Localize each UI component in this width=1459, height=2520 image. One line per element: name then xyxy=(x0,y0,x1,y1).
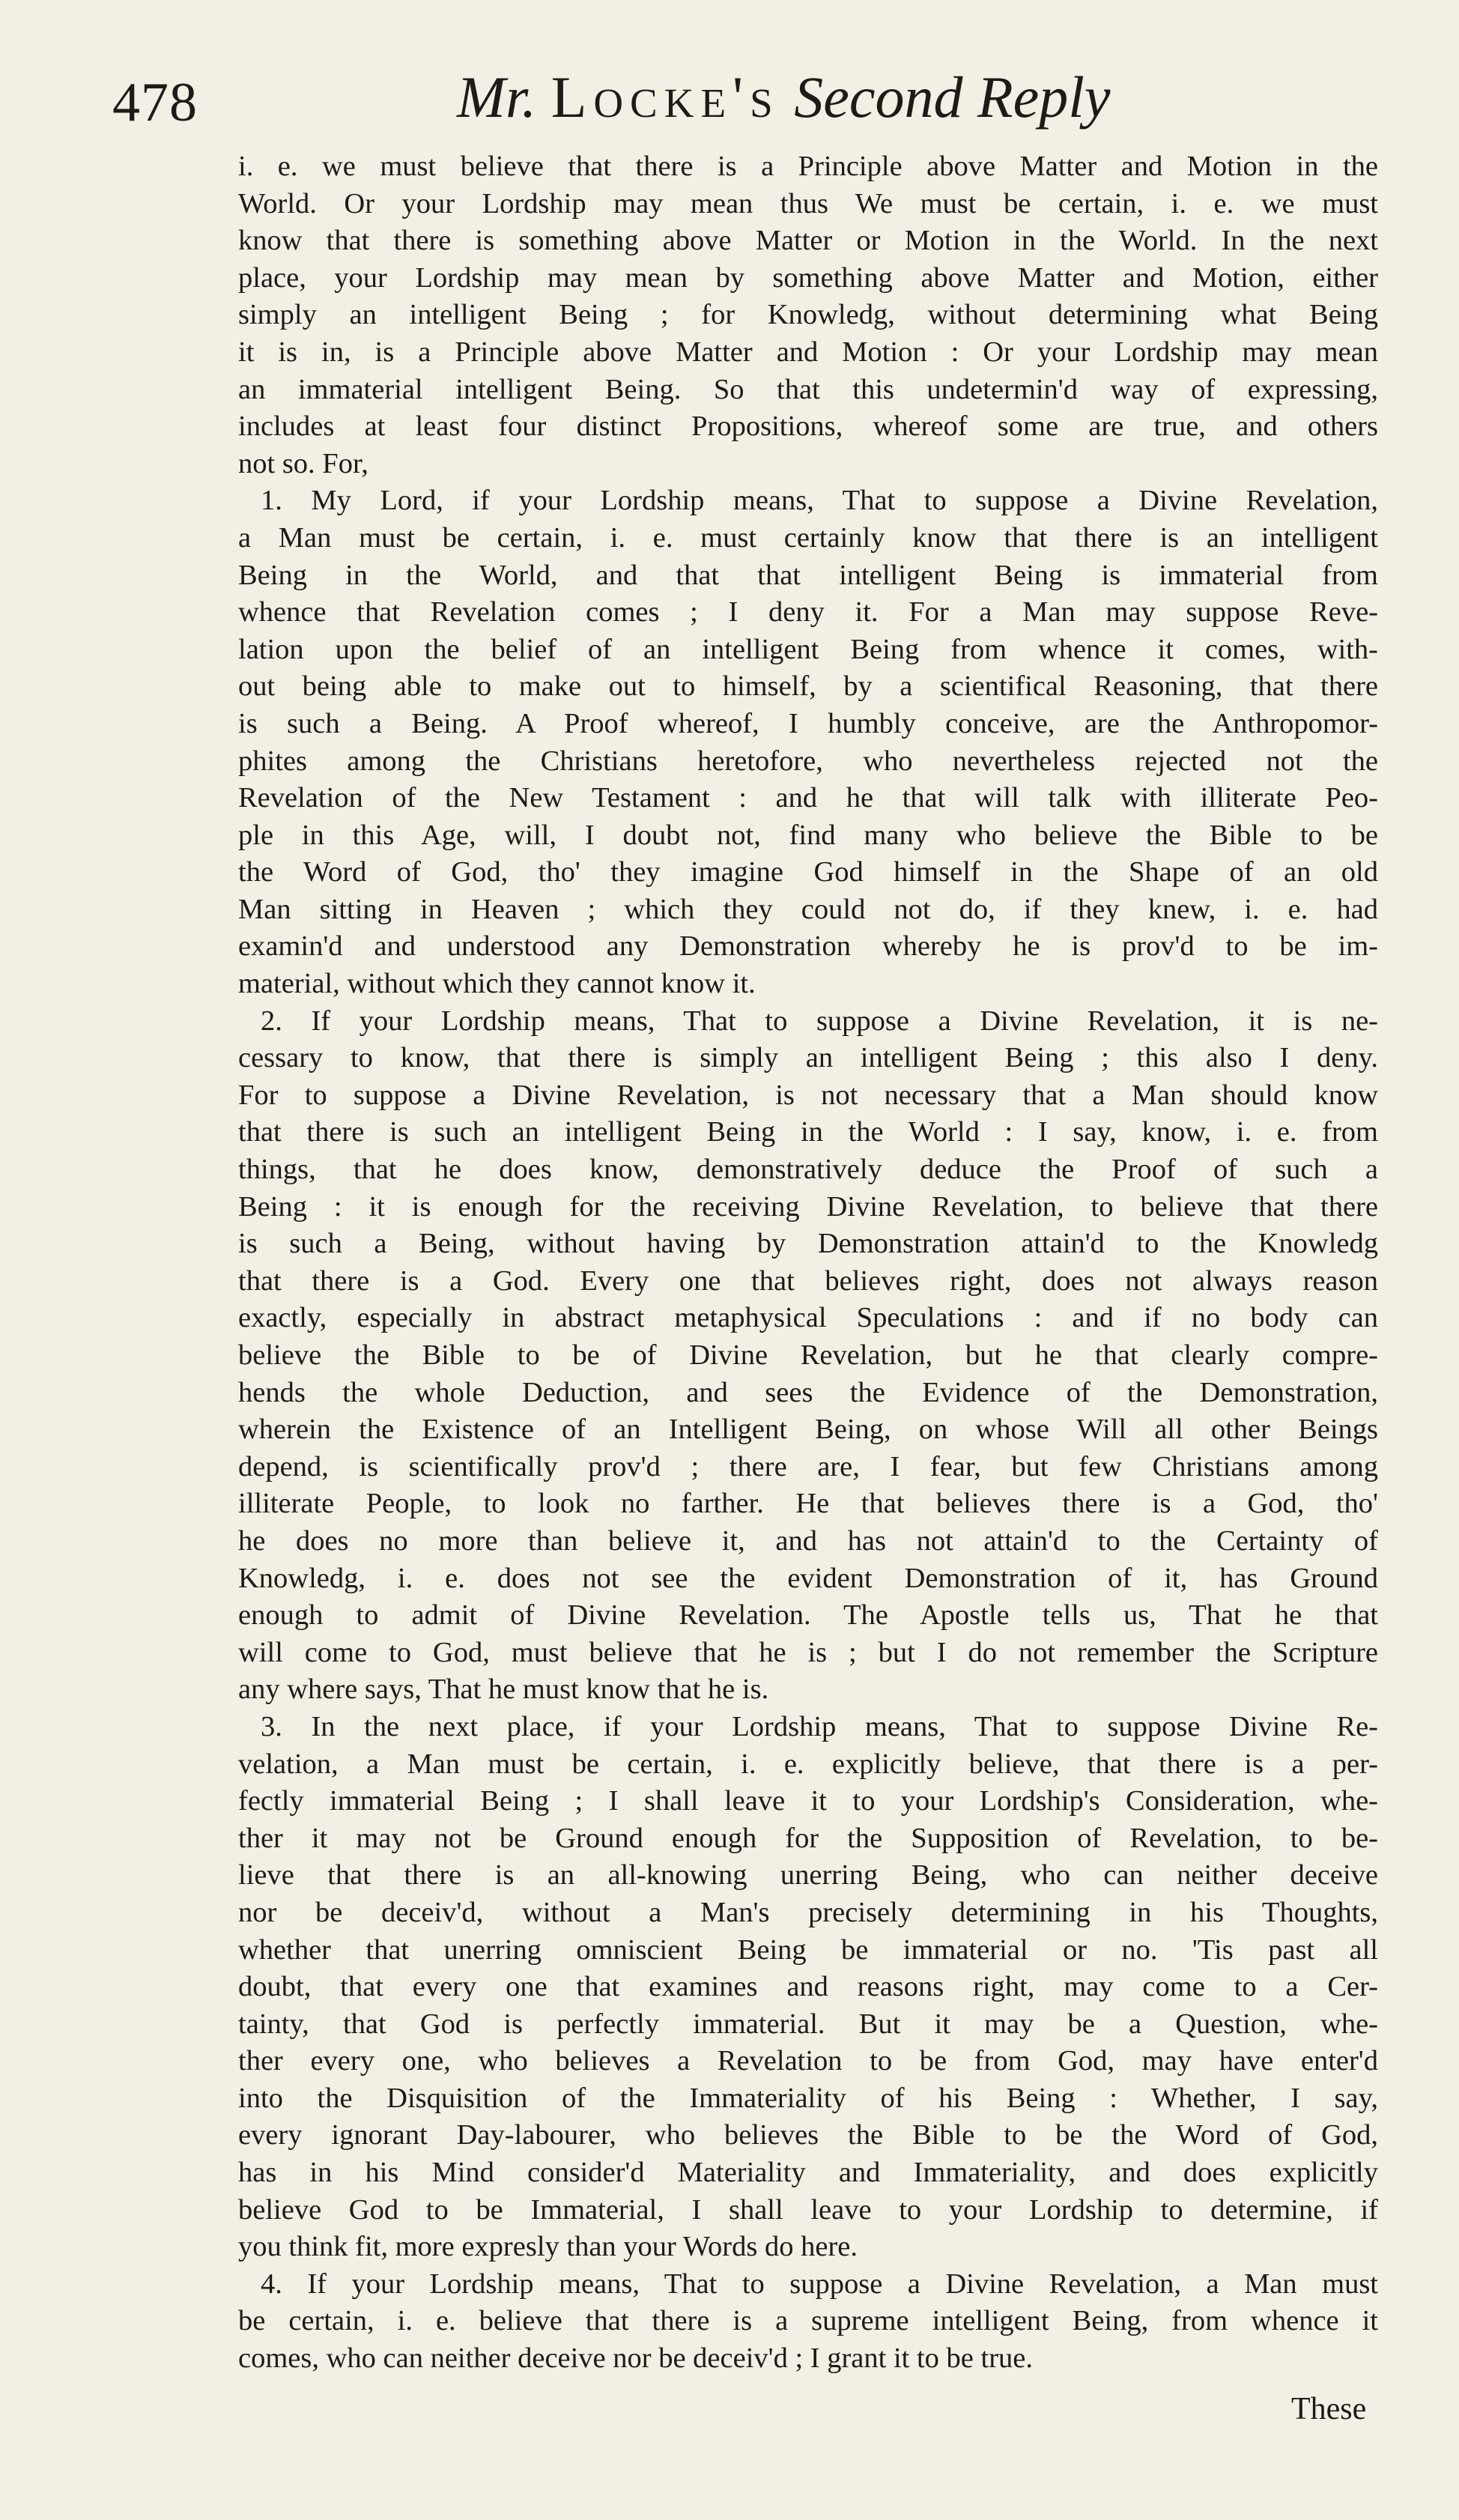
text-line: doubt, that every one that examines and reasons right, may come to a Cer- xyxy=(238,1971,1378,2003)
text-line: depend, is scientifically prov'd ; there are, I fear, but few Christians among xyxy=(238,1450,1378,1482)
text-line: will come to God, must believe that he is ; but I do not remember the Scripture xyxy=(238,1636,1378,1668)
text-line: fectly immaterial Being ; I shall leave it to your Lordship's Consideration, whe- xyxy=(238,1785,1378,1817)
text-line: whether that unerring omniscient Being be immaterial or no. 'Tis past all xyxy=(238,1933,1378,1966)
text-line: ther it may not be Ground enough for the Supposition of Revelation, to be- xyxy=(238,1822,1378,1854)
text-line: exactly, especially in abstract metaphysical Speculations : and if no body can xyxy=(238,1302,1378,1334)
page-number: 478 xyxy=(112,72,198,133)
text-line: out being able to make out to himself, by a scientifical Reasoning, that there xyxy=(238,670,1378,703)
text-line: whence that Revelation comes ; I deny it. For a Man may suppose Reve- xyxy=(238,596,1378,629)
text-line: tainty, that God is perfectly immaterial. But it may be a Question, whe- xyxy=(238,2008,1378,2040)
text-line: believe God to be Immaterial, I shall leave to your Lordship to determine, if xyxy=(238,2193,1378,2226)
text-line: 2. If your Lordship means, That to suppose a Divine Revelation, it is ne- xyxy=(261,1005,1378,1037)
text-line: 3. In the next place, if your Lordship means, That to suppose Divine Re- xyxy=(261,1710,1378,1742)
catchword: These xyxy=(1291,2392,1367,2426)
text-line: you think fit, more expresly than your Words do here. xyxy=(238,2231,858,2263)
text-line: not so. For, xyxy=(238,447,368,479)
text-line: every ignorant Day-labourer, who believes the Bible to be the Word of God, xyxy=(238,2119,1378,2151)
text-line: ther every one, who believes a Revelation to be from God, may have enter'd xyxy=(238,2045,1378,2077)
text-line: i. e. we must believe that there is a Principle above Matter and Motion in the xyxy=(238,151,1378,182)
text-line: velation, a Man must be certain, i. e. explicitly believe, that there is a per- xyxy=(238,1748,1378,1780)
text-line: World. Or your Lordship may mean thus We must be certain, i. e. we must xyxy=(238,187,1378,219)
running-head-title: Second Reply xyxy=(794,64,1111,130)
text-line: material, without which they cannot know it. xyxy=(238,968,756,1000)
text-line: an immaterial intelligent Being. So that this undetermin'd way of expressing, xyxy=(238,373,1378,405)
text-line: Revelation of the New Testament : and he that will talk with illiterate Peo- xyxy=(238,782,1378,814)
text-line: illiterate People, to look no farther. He that believes there is a God, tho' xyxy=(238,1488,1378,1520)
text-line: into the Disquisition of the Immateriality of his Being : Whether, I say, xyxy=(238,2082,1378,2114)
text-line: lation upon the belief of an intelligent Being from whence it comes, with- xyxy=(238,633,1378,665)
text-line: comes, who can neither deceive nor be deceiv'd ; I grant it to be true. xyxy=(238,2342,1033,2375)
text-line: a Man must be certain, i. e. must certainly know that there is an intelligent xyxy=(238,521,1378,554)
page-header xyxy=(112,64,1221,154)
running-head-prefix: Mr. xyxy=(457,64,537,130)
text-line: Man sitting in Heaven ; which they could not do, if they knew, i. e. had xyxy=(238,893,1378,925)
text-line: be certain, i. e. believe that there is a supreme intelligent Being, from whence it xyxy=(238,2305,1378,2337)
text-line: the Word of God, tho' they imagine God himself in the Shape of an old xyxy=(238,856,1378,888)
text-line: Being : it is enough for the receiving Divine Revelation, to believe that there xyxy=(238,1190,1378,1223)
text-line: simply an intelligent Being ; for Knowledg, without determining what Being xyxy=(238,299,1378,331)
text-line: examin'd and understood any Demonstration whereby he is prov'd to be im- xyxy=(238,930,1378,963)
running-head xyxy=(457,64,1111,131)
text-line: things, that he does know, demonstratively deduce the Proof of such a xyxy=(238,1154,1378,1186)
text-line: any where says, That he must know that he is. xyxy=(238,1674,769,1706)
text-line: 1. My Lord, if your Lordship means, That to suppose a Divine Revelation, xyxy=(261,485,1378,517)
running-head-author: Locke's xyxy=(550,64,780,130)
text-line: wherein the Existence of an Intelligent Being, on whose Will all other Beings xyxy=(238,1414,1378,1446)
text-line: Knowledg, i. e. does not see the evident Demonstration of it, has Ground xyxy=(238,1562,1378,1594)
text-line: includes at least four distinct Propositions, whereof some are true, and others xyxy=(238,411,1378,443)
text-line: believe the Bible to be of Divine Revelation, but he that clearly compre- xyxy=(238,1339,1378,1371)
text-line: he does no more than believe it, and has not attain'd to the Certainty of xyxy=(238,1524,1378,1557)
text-line: it is in, is a Principle above Matter and Motion : Or your Lordship may mean xyxy=(238,336,1378,368)
text-line: phites among the Christians heretofore, who nevertheless rejected not the xyxy=(238,745,1378,777)
text-line: place, your Lordship may mean by something above Matter and Motion, either xyxy=(238,261,1378,294)
text-line: For to suppose a Divine Revelation, is not necessary that a Man should know xyxy=(238,1079,1378,1111)
text-line: nor be deceiv'd, without a Man's precisely determining in his Thoughts, xyxy=(238,1896,1378,1928)
text-line: hends the whole Deduction, and sees the Evidence of the Demonstration, xyxy=(238,1376,1378,1408)
text-line: that there is a God. Every one that believes right, does not always reason xyxy=(238,1264,1378,1297)
text-line: is such a Being, without having by Demonstration attain'd to the Knowledg xyxy=(238,1228,1378,1260)
text-line: enough to admit of Divine Revelation. The Apostle tells us, That he that xyxy=(238,1599,1378,1632)
text-line: cessary to know, that there is simply an intelligent Being ; this also I deny. xyxy=(238,1042,1378,1074)
text-line: lieve that there is an all-knowing unerring Being, who can neither deceive xyxy=(238,1859,1378,1891)
body-text xyxy=(238,148,1378,2378)
text-line: 4. If your Lordship means, That to suppose a Divine Revelation, a Man must xyxy=(261,2268,1378,2300)
text-line: know that there is something above Matter or Motion in the World. In the next xyxy=(238,225,1378,257)
text-line: ple in this Age, will, I doubt not, find many who believe the Bible to be xyxy=(238,819,1378,851)
text-line: has in his Mind consider'd Materiality and Immateriality, and does explicitly xyxy=(238,2157,1378,2189)
text-line: is such a Being. A Proof whereof, I humbly conceive, are the Anthropomor- xyxy=(238,707,1378,739)
text-line: Being in the World, and that that intelligent Being is immaterial from xyxy=(238,559,1378,591)
text-line: that there is such an intelligent Being in the World : I say, know, i. e. from xyxy=(238,1116,1378,1148)
